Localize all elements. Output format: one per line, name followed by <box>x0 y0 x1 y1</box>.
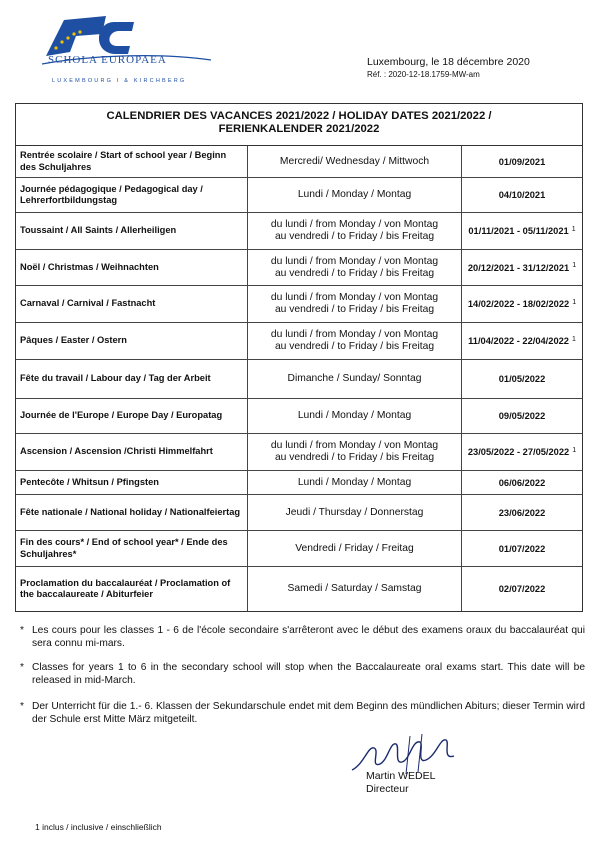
date-cell: 04/10/2021 <box>498 190 546 200</box>
event-cell: Proclamation du baccalauréat / Proclamation of the baccalaureate / Abiturfeier <box>16 567 248 611</box>
reference-number: Réf. : 2020-12-18.1759-MW-am <box>367 70 480 79</box>
date-cell: 20/12/2021 - 31/12/2021 $^1$ <box>467 262 577 273</box>
footnote-marker: 1 <box>571 335 576 343</box>
signatory <box>366 770 435 796</box>
event-cell: Fin des cours* / End of school year* / Ende des Schuljahres* <box>16 531 248 566</box>
date-cell: 09/05/2022 <box>498 411 546 421</box>
signatory-name: Martin WEDEL <box>366 770 436 782</box>
footnote-marker: 1 <box>571 225 576 233</box>
table-row <box>16 177 582 212</box>
day-cell: du lundi / from Monday / von Montag au vendredi / to Friday / bis Freitag <box>248 250 462 285</box>
table-row <box>16 322 582 359</box>
day-cell: du lundi / from Monday / von Montag au vendredi / to Friday / bis Freitag <box>248 213 462 249</box>
table-row <box>16 433 582 470</box>
day-cell: du lundi / from Monday / von Montag au vendredi / to Friday / bis Freitag <box>248 323 462 359</box>
day-cell: Lundi / Monday / Montag <box>248 178 462 212</box>
day-cell: Lundi / Monday / Montag <box>248 471 462 494</box>
event-cell: Pâques / Easter / Ostern <box>16 323 248 359</box>
note-german: * Der Unterricht für die 1.- 6. Klassen der Sekundarschule endet mit dem Beginn des mündlichen Abiturs; dieser Termin wird der Schule erst Mitte März mitgeteilt. <box>20 701 585 725</box>
table-row <box>16 530 582 566</box>
event-cell: Journée pédagogique / Pedagogical day / Lehrerfortbildungstag <box>16 178 248 212</box>
date-cell: 14/02/2022 - 18/02/2022 $^1$ <box>467 298 577 309</box>
date-cell: 06/06/2022 <box>498 477 546 488</box>
event-cell: Fête du travail / Labour day / Tag der Arbeit <box>16 360 248 398</box>
event-cell: Pentecôte / Whitsun / Pfingsten <box>16 471 248 494</box>
footnote: 1 inclus / inclusive / einschließlich <box>35 822 162 832</box>
footnote-marker: 1 <box>572 298 577 306</box>
table-title: CALENDRIER DES VACANCES 2021/2022 / HOLIDAY DATES 2021/2022 / FERIENKALENDER 2021/2022 <box>16 104 582 146</box>
day-cell: du lundi / from Monday / von Montag au vendredi / to Friday / bis Freitag <box>248 286 462 322</box>
date-cell: 11/04/2022 - 22/04/2022 $^1$ <box>468 335 576 346</box>
event-cell: Carnaval / Carnival / Fastnacht <box>16 286 248 322</box>
event-cell: Noël / Christmas / Weihnachten <box>16 250 248 285</box>
date-cell: 23/05/2022 - 27/05/2022 $^1$ <box>467 446 577 457</box>
day-cell: du lundi / from Monday / von Montag au vendredi / to Friday / bis Freitag <box>248 434 462 470</box>
table-row <box>16 212 582 249</box>
table-row <box>16 285 582 322</box>
table-row <box>16 398 582 433</box>
day-cell: Vendredi / Friday / Freitag <box>248 531 462 566</box>
table-row <box>16 470 582 494</box>
table-body <box>16 146 582 611</box>
logo-subtitle: LUXEMBOURG I & KIRCHBERG <box>52 78 187 84</box>
logo-wordmark: SCHOLA EUROPAEA <box>48 54 167 66</box>
note-french: * Les cours pour les classes 1 - 6 de l'école secondaire s'arrêteront avec le début des examens oraux du baccalauréat qui sera connu mi-mars. <box>20 625 585 649</box>
signatory-role: Directeur <box>366 783 409 795</box>
date-cell: 01/07/2022 <box>498 543 546 554</box>
day-cell: Dimanche / Sunday/ Sonntag <box>248 360 462 398</box>
table-row <box>16 359 582 398</box>
event-cell: Toussaint / All Saints / Allerheiligen <box>16 213 248 249</box>
day-cell: Lundi / Monday / Montag <box>248 399 462 433</box>
date-cell: 01/09/2021 <box>498 156 546 167</box>
table-row <box>16 494 582 530</box>
date-cell: 23/06/2022 <box>498 507 546 518</box>
day-cell: Mercredi/ Wednesday / Mittwoch <box>248 146 462 177</box>
date-cell: 02/07/2022 <box>498 584 546 594</box>
table-row <box>16 249 582 285</box>
table-row <box>16 566 582 611</box>
date-cell: 01/11/2021 - 05/11/2021 $^1$ <box>468 225 576 236</box>
event-cell: Journée de l'Europe / Europe Day / Europatag <box>16 399 248 433</box>
place-and-date: Luxembourg, le 18 décembre 2020 <box>367 56 530 68</box>
footnote-marker: 1 <box>572 446 577 454</box>
date-cell: 01/05/2022 <box>498 374 546 384</box>
note-english: * Classes for years 1 to 6 in the secondary school will stop when the Baccalaureate oral exams start. This date will be released in mid-March. <box>20 662 585 686</box>
footnote-marker: 1 <box>572 262 577 269</box>
event-cell: Rentrée scolaire / Start of school year / Beginn des Schuljahres <box>16 146 248 177</box>
event-cell: Ascension / Ascension /Christi Himmelfahrt <box>16 434 248 470</box>
day-cell: Samedi / Saturday / Samstag <box>248 567 462 611</box>
table-row <box>16 146 582 177</box>
event-cell: Fête nationale / National holiday / Nationalfeiertag <box>16 495 248 530</box>
holiday-calendar-table <box>15 103 583 612</box>
day-cell: Jeudi / Thursday / Donnerstag <box>248 495 462 530</box>
